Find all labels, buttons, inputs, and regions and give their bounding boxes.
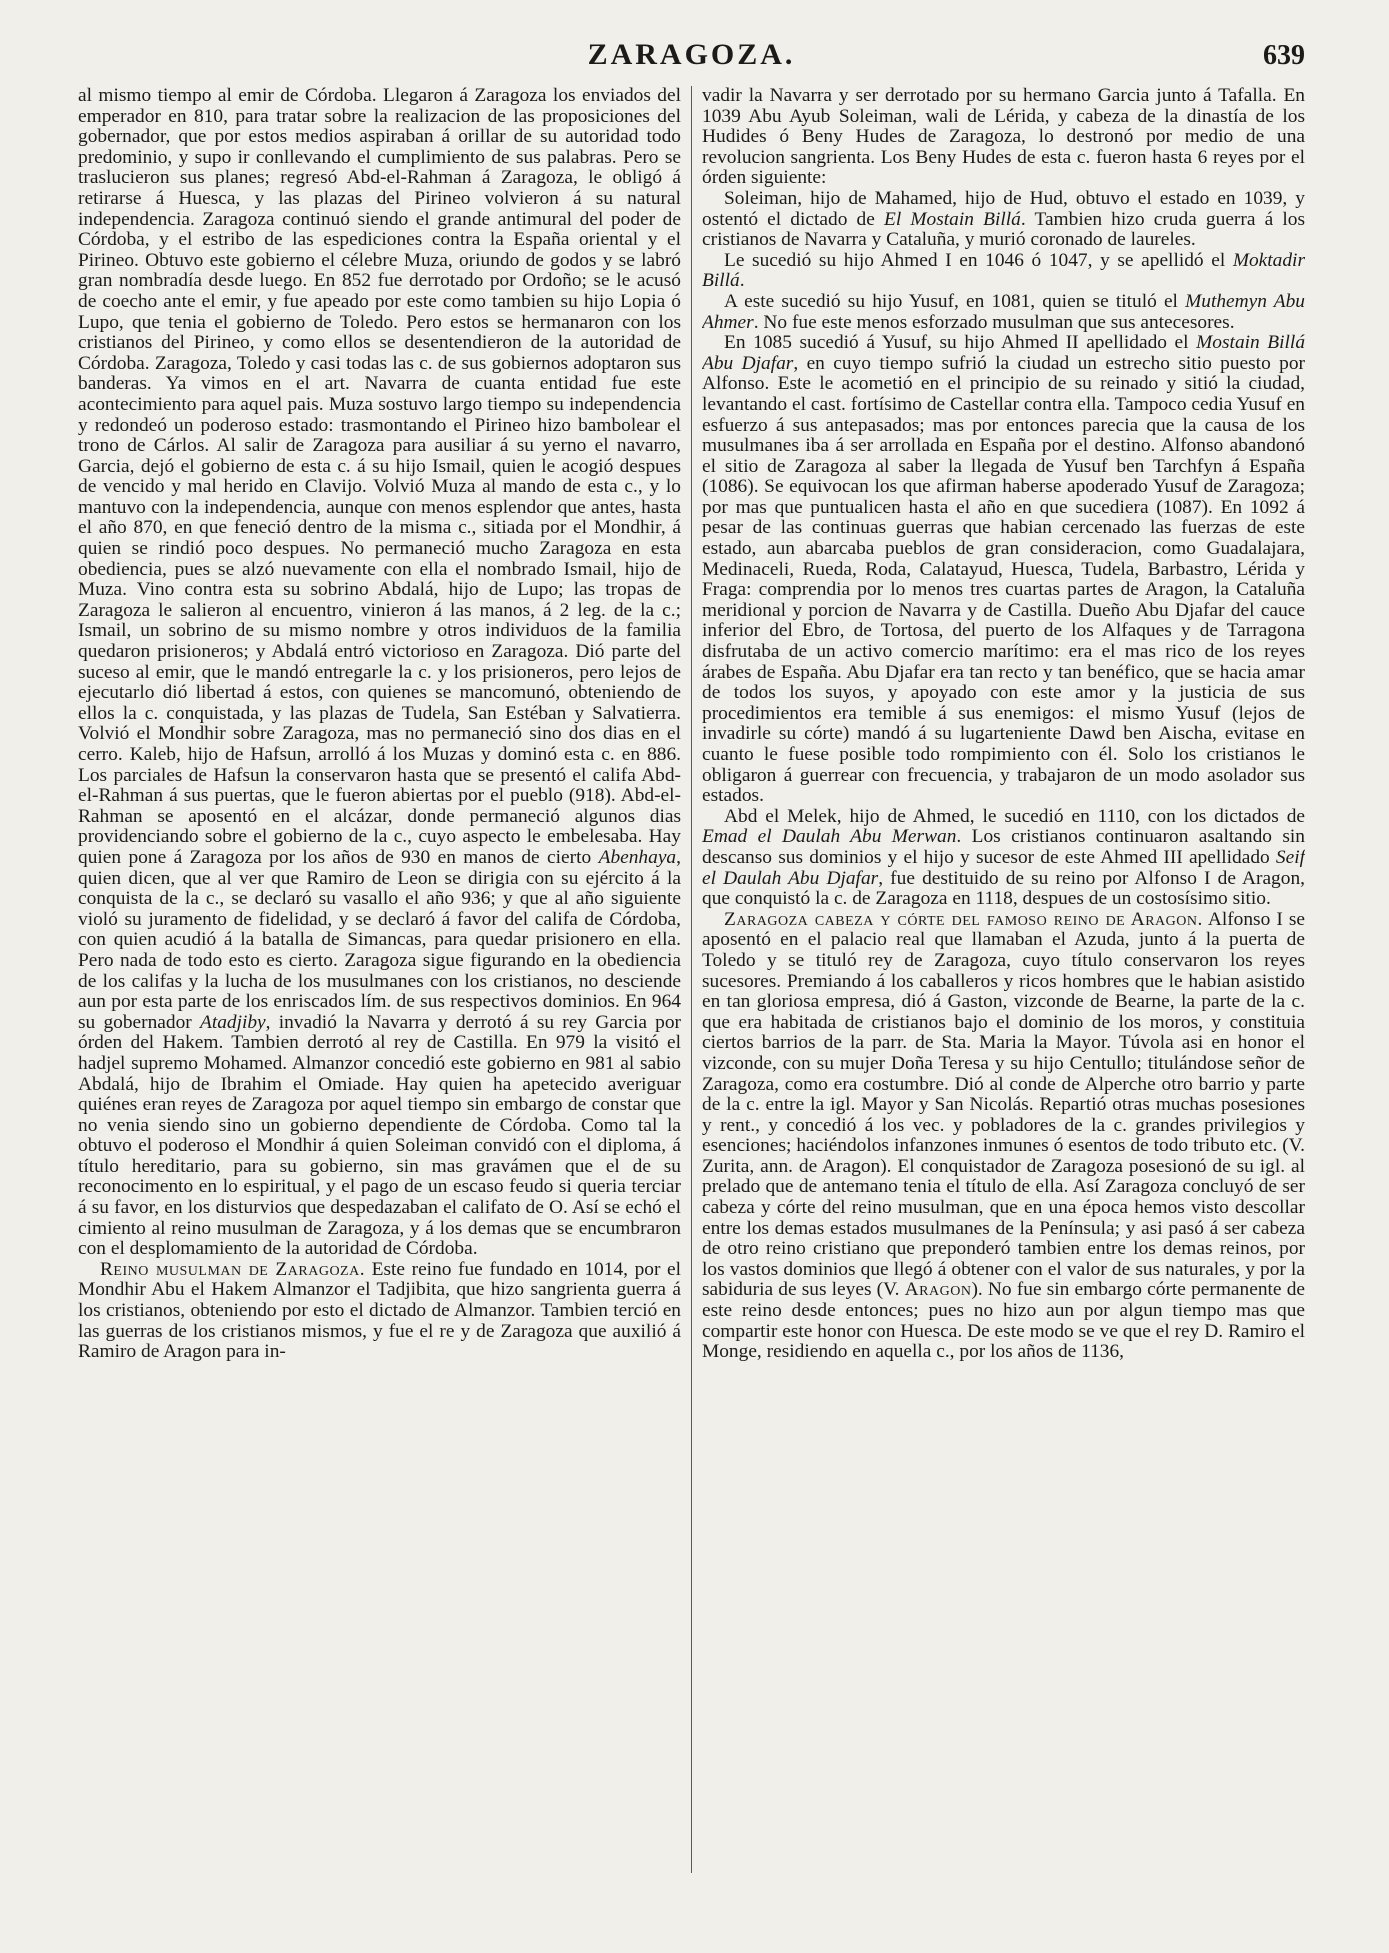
paragraph: En 1085 sucedió á Yusuf, su hijo Ahmed II apellidado el Mostain Billá Abu Djafar, en cuyo tiempo sufrió la ciudad un estrecho sitio puesto por Alfonso. Este le acometió en el principio de su reinado y sitió la ciudad, levantando el cast. fortísimo de Castellar contra ella. Tampoco cedia Yusuf en esfuerzo á sus antepasados; mas por entonces parecia que la causa de los musulmanes iba á ser arrollada en España por el destino. Alfonso abandonó el sitio de Zaragoza al saber la llegada de Yusuf ben Tarchfyn á España (1086). Se equivocan los que afirman haberse apoderado Yusuf de Zaragoza; por mas que puntualicen hasta el año en que sucediera (1087). En 1092 á pesar de las continuas guerras que habian cercenado las fuerzas de este estado, aun abarcaba pueblos de gran consideracion, como Guadalajara, Medinaceli, Rueda, Roda, Calatayud, Huesca, Tudela, Barbastro, Lérida y Fraga: comprendia por lo menos tres cuartas partes de Aragon, la Cataluña meridional y porcion de Navarra y de Castilla. Dueño Abu Djafar del cauce inferior del Ebro, de Tortosa, del puerto de los Alfaques y de Tarragona disfrutaba de un activo comercio marítimo: era el mas rico de los reyes árabes de España. Abu Djafar era tan recto y tan benéfico, que se hacia amar de todos los suyos, y apoyado con este amor y la justicia de sus procedimientos era temible á sus enemigos: el mismo Yusuf (lejos de invadirle su córte) mandó á su lugarteniente Dawd ben Aischa, evitase en cuanto le fuese posible todo rompimiento con él. Solo los cristianos le obligaron á guerrear con frecuencia, y trabajaron de un modo asolador sus estados. xyxy=(702,332,1305,807)
paragraph-reino-musulman: Reino musulman de Zaragoza. Este reino fue fundado en 1014, por el Mondhir Abu el Hakem Almanzor el Tadjibita, que hizo sangrienta guerra á los cristianos, obteniendo por esto el dictado de Almanzor. Tambien terció en las guerras de los cristianos mismos, y fue el re y de Zaragoza que auxilió á Ramiro de Aragon para in- xyxy=(78,1258,681,1363)
paragraph: Abd el Melek, hijo de Ahmed, le sucedió en 1110, con los dictados de Emad el Daulah Abu Merwan. Los cristianos continuaron asaltando sin descanso sus dominios y el hijo y sucesor de este Ahmed III apellidado Seif el Daulah Abu Djafar, fue destituido de su reino por Alfonso I de Aragon, que conquistó la c. de Zaragoza en 1118, despues de un costosísimo sitio. xyxy=(702,805,1305,910)
page-number: 639 xyxy=(1263,40,1305,71)
section-heading: Zaragoza cabeza y córte del famoso reino de Aragon. xyxy=(724,908,1203,930)
paragraph-capital-aragon: Zaragoza cabeza y córte del famoso reino de Aragon. Alfonso I se aposentó en el palacio real que llamaban el Azuda, junto á la puerta de Toledo y se tituló rey de Zaragoza, cuyo título conservaron los reyes sucesores. Premiando á los caballeros y ricos hombres que le habian asistido en tan gloriosa empresa, dió á Gaston, vizconde de Bearne, la parte de la c. que era habitada de cristianos bajo el dominio de los moros, y constituia ciertos barrios de la parr. de Sta. Maria la Mayor. Túvola asi en honor el vizconde, con su mujer Doña Teresa y su hijo Centullo; titulándose señor de Zaragoza, como era costumbre. Dió al conde de Alperche otro barrio y parte de la c. entre la igl. Mayor y San Nicolás. Repartió otras muchas posesiones y rent., y concedió á los vec. y pobladores de la c. grandes privilegios y esenciones; haciéndolos infanzones inmunes ó esentos de todo tributo etc. (V. Zurita, ann. de Aragon). El conquistador de Zaragoza posesionó de su igl. al prelado que de antemano tenia el título de ella. Así Zaragoza concluyó de ser cabeza y córte del reino musulman, que en una época hemos visto descollar entre los demas estados musulmanes de la Península; y asi pasó á ser cabeza de otro reino cristiano que preponderó tambien entre los demas reinos, por los vastos dominios que llegó á obtener con el valor de sus naturales, y por la sabiduria de sus leyes (V. Aragon). No fue sin embargo córte permanente de este reino desde entonces; pues no hizo aun por algun tiempo mas que compartir este honor con Huesca. De este modo se ve que el rey D. Ramiro el Monge, residiendo en aquella c., por los años de 1136, xyxy=(702,908,1305,1363)
paragraph: al mismo tiempo al emir de Córdoba. Llegaron á Zaragoza los enviados del emperador en 810, para tratar sobre la realizacion de las proposiciones del gobernador, que por estos medios aspiraban á orillar de su autoridad todo predominio, y supo ir conllevando el cumplimiento de sus palabras. Pero se traslucieron sus planes; regresó Abd-el-Rahman á Zaragoza, le obligó á retirarse á Huesca, y las plazas del Pirineo volvieron á su natural independencia. Zaragoza continuó siendo el grande antimural del poder de Córdoba, y el estribo de las espediciones contra la España oriental y el Pirineo. Obtuvo este gobierno el célebre Muza, oriundo de godos y se labró gran nombradía desde luego. En 852 fue derrotado por Ordoño; se le acusó de coecho ante el emir, y fue apeado por este como tambien su hijo Lopia ó Lupo, que tenia el gobierno de Toledo. Pero estos se hermanaron con los cristianos del Pirineo, y como ellos se desentendieron de la autoridad de Córdoba. Zaragoza, Toledo y casi todas las c. de sus gobiernos adoptaron sus banderas. Ya vimos en el art. Navarra de cuanta entidad fue este acontecimiento para aquel pais. Muza sostuvo largo tiempo su independencia y redondeó un poderoso estado: trasmontando el Pirineo hizo bambolear el trono de Cárlos. Al salir de Zaragoza para ausiliar á su yerno el navarro, Garcia, dejó el gobierno de esta c. á su hijo Ismail, quien le acogió despues de vencido y mal herido en Clavijo. Volvió Muza al mando de esta c., y lo mantuvo con la independencia, aunque con menos esplendor que antes, hasta el año 870, en que feneció dentro de la misma c., sitiada por el Mondhir, á quien se rindió poco despues. No permaneció mucho Zaragoza en esta obediencia, pues se alzó nuevamente con ella el nombrado Ismail, hijo de Muza. Vino contra esta su sobrino Abdalá, hijo de Lupo; las tropas de Zaragoza le salieron al encuentro, vinieron á las manos, á 2 leg. de la c.; Ismail, un sobrino de su mismo nombre y otros individuos de la familia quedaron prisioneros; y Abdalá entró victorioso en Zaragoza. Dió parte del suceso al emir, que le mandó entregarle la c. y los prisioneros, pero lejos de ejecutarlo dió libertad á estos, con quienes se mancomunó, obteniendo de ellos la c. conquistada, y las plazas de Tudela, San Estéban y Salvatierra. Volvió el Mondhir sobre Zaragoza, mas no permaneció sino dos dias en el cerro. Kaleb, hijo de Hafsun, arrolló á los Muzas y dominó esta c. en 886. Los parciales de Hafsun la conservaron hasta que se presentó el califa Abd-el-Rahman á sus puertas, que le fueron abiertas por el pueblo (918). Abd-el-Rahman se aposentó en el alcázar, donde permaneció algunos dias providenciando sobre el gobierno de la c., cuyo aspecto le embelesaba. Hay quien pone á Zaragoza por los años de 930 en manos de cierto Abenhaya, quien dicen, que al ver que Ramiro de Leon se dirigia con su ejército á la conquista de la c., se declaró su vasallo el año 936; y que al año siguiente violó su juramento de fidelidad, y se declaró á favor del califa de Córdoba, con quien acudió á la batalla de Simancas, para quedar prisionero en ella. Pero nada de todo esto es cierto. Zaragoza sigue figurando en la obediencia de los califas y la lucha de los musulmanes con los cristianos, no desciende aun por esta parte de los enriscados lím. de sus respectivos dominios. En 964 su gobernador Atadjiby, invadió la Navarra y derrotó á su rey Garcia por órden del Hakem. Tambien derrotó al rey de Castilla. En 979 la visitó el hadjel supremo Mohamed. Almanzor concedió este gobierno en 981 al sabio Abdalá, hijo de Ibrahim el Omiade. Hay quien ha apetecido averiguar quiénes eran reyes de Zaragoza por aquel tiempo sin embargo de constar que no venia siendo sino un gobierno dependiente de Córdoba. Como tal la obtuvo el poderoso el Mondhir á quien Soleiman convidó con el diploma, á título hereditario, para su gobierno, sin mas gravámen que el de su reconocimento en lo espiritual, y el pago de un escaso feudo si queria terciar á su favor, en los disturvios que despedazaban el califato de O. Así se echó el cimiento al reino musulman de Zaragoza, y á los demas que se encumbraron con el desplomamiento de la autoridad de Córdoba. xyxy=(78,86,681,1260)
paragraph: vadir la Navarra y ser derrotado por su hermano Garcia junto á Tafalla. En 1039 Abu Ayub Soleiman, wali de Lérida, y cabeza de la dinastía de los Hudides ó Beny Hudes de Zaragoza, lo destronó por medio de una revolucion sangrienta. Los Beny Hudes de esta c. fueron hasta 6 reyes por el órden siguiente: xyxy=(702,86,1305,189)
column-divider xyxy=(691,86,692,1873)
right-column xyxy=(702,86,1305,1913)
paragraph: Le sucedió su hijo Ahmed I en 1046 ó 1047, y se apellidó el Moktadir Billá. xyxy=(702,249,1305,292)
running-title: ZARAGOZA. xyxy=(587,38,796,71)
page-header xyxy=(78,38,1305,82)
paragraph: A este sucedió su hijo Yusuf, en 1081, quien se tituló el Muthemyn Abu Ahmer. No fue este menos esforzado musulman que sus antecesores. xyxy=(702,290,1305,333)
paragraph: Soleiman, hijo de Mahamed, hijo de Hud, obtuvo el estado en 1039, y ostentó el dictado de El Mostain Billá. Tambien hizo cruda guerra á los cristianos de Navarra y Cataluña, y murió coronado de laureles. xyxy=(702,187,1305,251)
left-column xyxy=(78,86,681,1913)
text-columns xyxy=(78,86,1305,1913)
section-heading: Reino musulman de Zaragoza. xyxy=(100,1258,366,1280)
